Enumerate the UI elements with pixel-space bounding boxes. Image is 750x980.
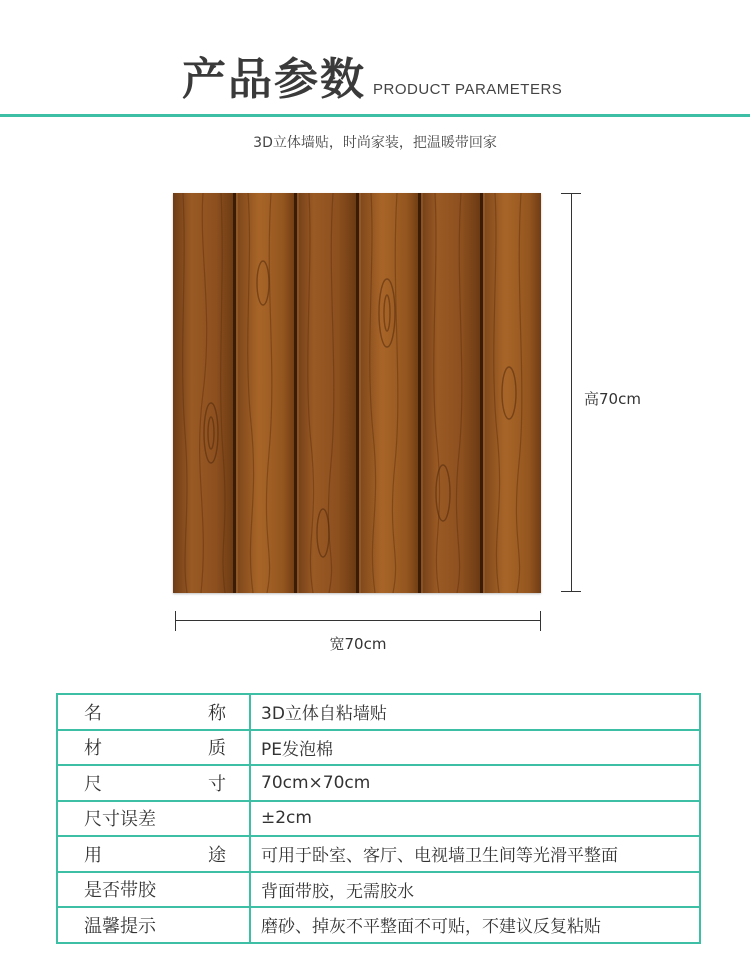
page-title: 产品参数	[182, 54, 366, 105]
param-value: 70cm×70cm	[250, 765, 700, 801]
param-key: 材 质	[57, 730, 250, 766]
table-row	[57, 872, 700, 908]
table-row	[57, 836, 700, 872]
param-key: 是否带胶	[57, 872, 250, 908]
header	[0, 0, 750, 120]
param-key: 温馨提示	[57, 907, 250, 943]
param-value: ±2cm	[250, 801, 700, 837]
param-value: PE发泡棉	[250, 730, 700, 766]
parameters-table	[56, 693, 701, 944]
table-row	[57, 765, 700, 801]
slogan: 3D立体墙贴，时尚家装，把温暖带回家	[253, 135, 497, 151]
table-row	[57, 694, 700, 730]
width-dimension-line	[175, 620, 541, 621]
param-value: 磨砂、掉灰不平整面不可贴，不建议反复粘贴	[250, 907, 700, 943]
param-value: 背面带胶，无需胶水	[250, 872, 700, 908]
table-row	[57, 801, 700, 837]
param-value: 可用于卧室、客厅、电视墙卫生间等光滑平整面	[250, 836, 700, 872]
table-row	[57, 730, 700, 766]
param-value: 3D立体自粘墙贴	[250, 694, 700, 730]
width-dimension-cap-right	[540, 611, 541, 631]
param-key: 用 途	[57, 836, 250, 872]
wood-grain-graphic	[173, 193, 541, 593]
height-dimension-line	[571, 193, 572, 592]
width-label: 宽70cm	[329, 635, 387, 653]
height-dimension-cap-top	[561, 193, 581, 194]
param-key: 名 称	[57, 694, 250, 730]
param-key: 尺寸误差	[57, 801, 250, 837]
wood-panel-image	[173, 193, 541, 593]
page-title-english: PRODUCT PARAMETERS	[373, 81, 563, 98]
header-divider	[0, 114, 750, 117]
param-key: 尺 寸	[57, 765, 250, 801]
width-dimension-cap-left	[175, 611, 176, 631]
table-row	[57, 907, 700, 943]
height-dimension-cap-bottom	[561, 591, 581, 592]
height-label: 高70cm	[584, 390, 641, 408]
